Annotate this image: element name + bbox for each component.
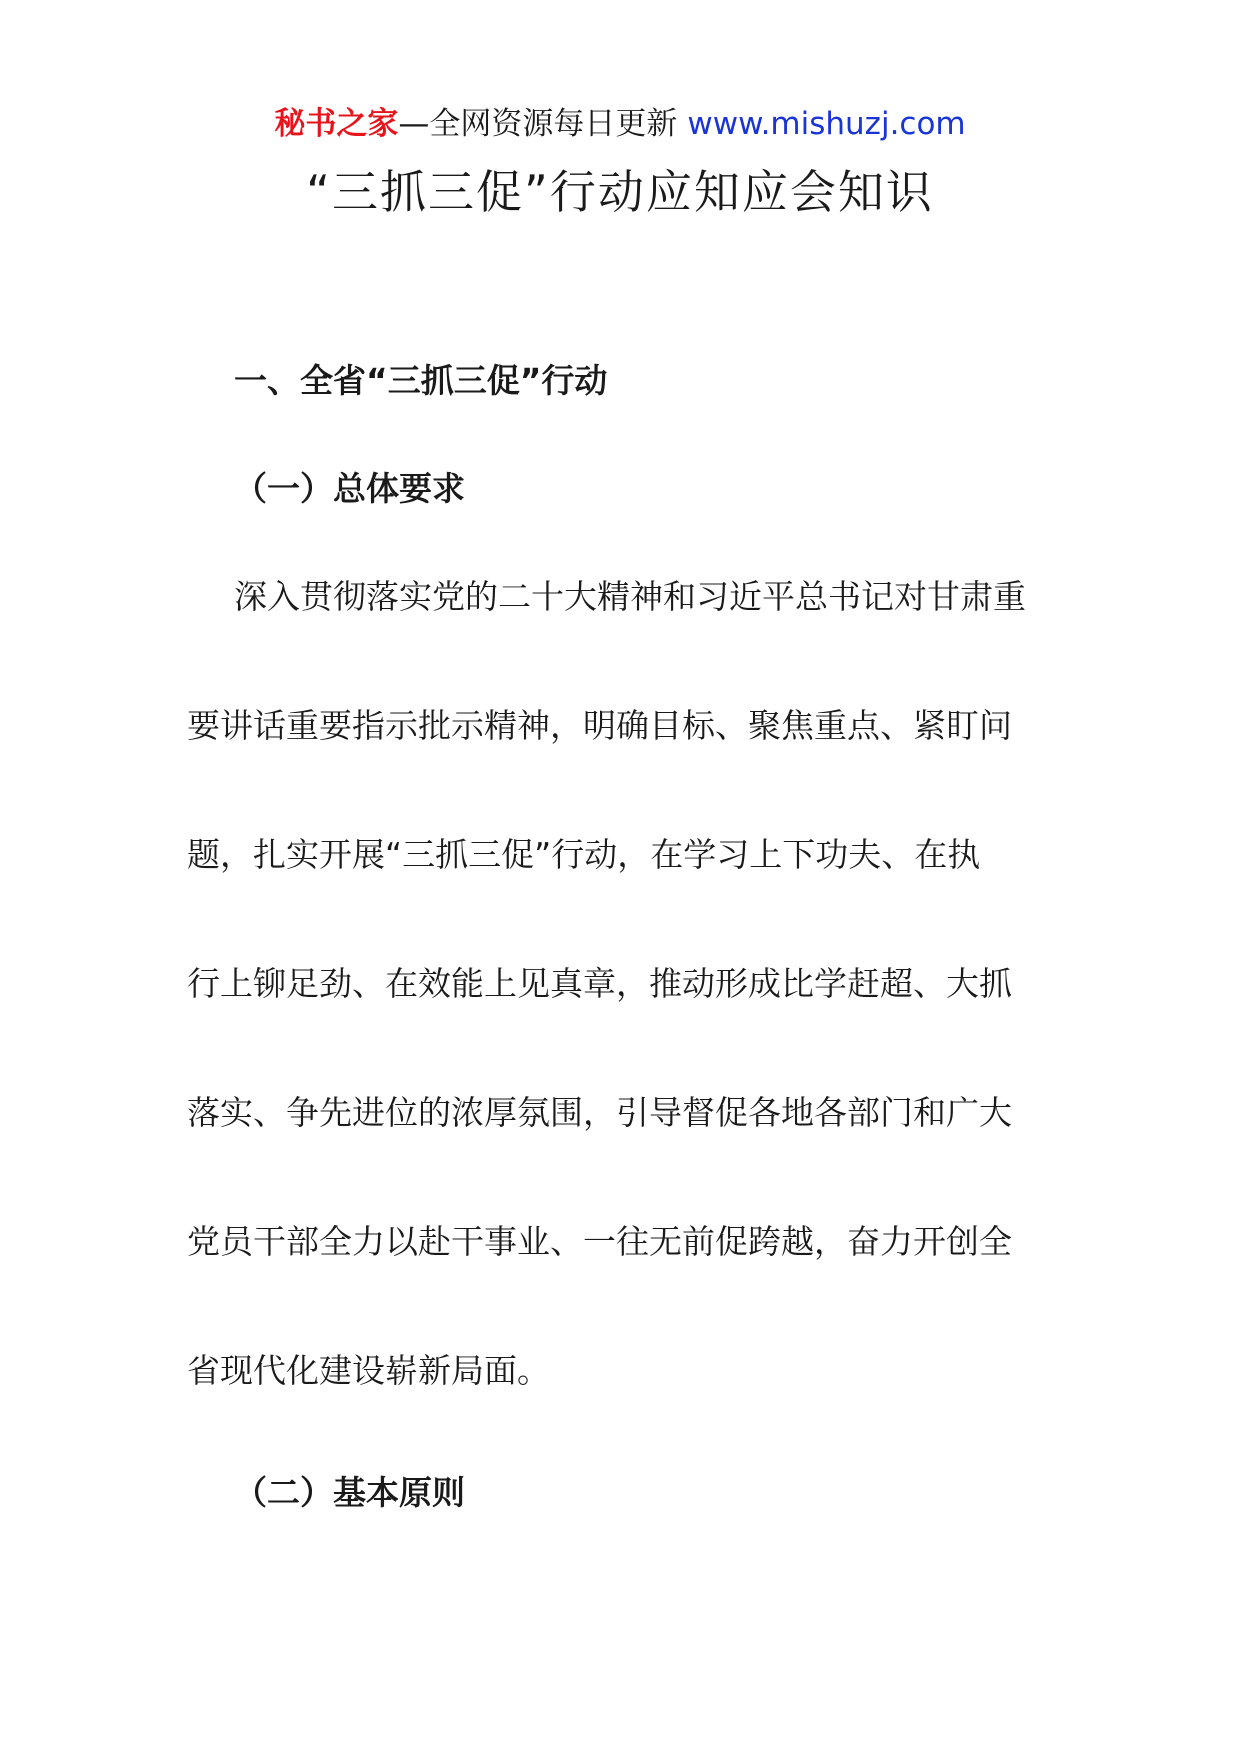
paragraph-line: 深入贯彻落实党的二十大精神和习近平总书记对甘肃重 xyxy=(234,577,1026,616)
paragraph-line: 题，扎实开展“三抓三促”行动，在学习上下功夫、在执 xyxy=(187,835,981,874)
paragraph-line: 要讲话重要指示批示精神，明确目标、聚焦重点、紧盯问 xyxy=(187,706,1012,745)
document-title: “三抓三促”行动应知应会知识 xyxy=(306,165,934,219)
section-heading: 一、全省“三抓三促”行动 xyxy=(234,361,608,400)
paragraph-line: 行上铆足劲、在效能上见真章，推动形成比学赶超、大抓 xyxy=(187,964,1012,1003)
subsection-heading-basic-principles: （二）基本原则 xyxy=(234,1473,465,1512)
paragraph-line: 省现代化建设崭新局面。 xyxy=(187,1351,550,1390)
paragraph-line: 党员干部全力以赴干事业、一往无前促跨越，奋力开创全 xyxy=(187,1222,1012,1261)
site-url-link[interactable]: www.mishuzj.com xyxy=(687,106,966,142)
subsection-heading-general-requirements: （一）总体要求 xyxy=(234,469,465,508)
site-name: 秘书之家 xyxy=(274,106,399,142)
paragraph-line: 落实、争先进位的浓厚氛围，引导督促各地各部门和广大 xyxy=(187,1093,1012,1132)
site-header xyxy=(0,102,1240,146)
site-tagline: —全网资源每日更新 xyxy=(398,106,678,142)
